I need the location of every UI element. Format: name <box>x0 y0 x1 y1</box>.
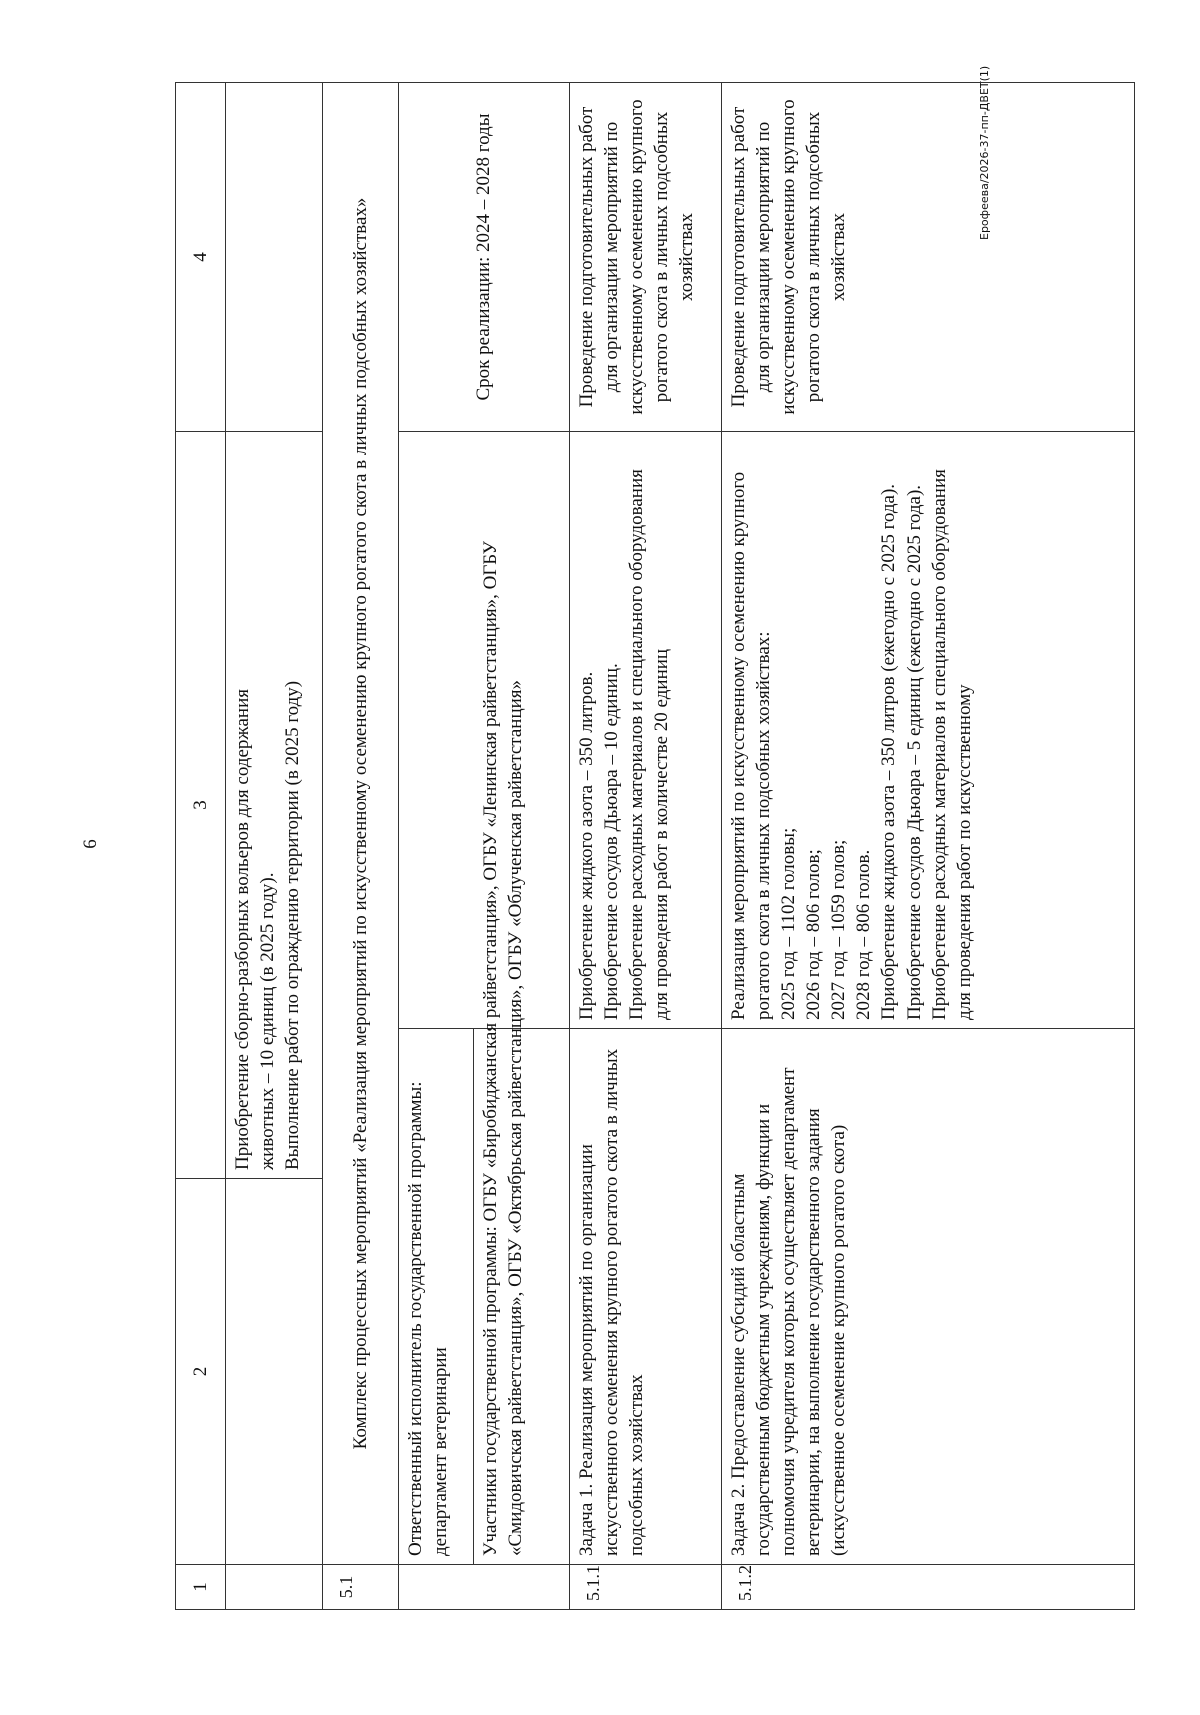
result-line: Выполнение работ по ограждению территории (в 2025 году) <box>282 680 304 1170</box>
header-row <box>176 83 226 1610</box>
executor-row <box>399 83 474 1610</box>
rotated-table-sheet <box>175 83 1135 1610</box>
task-2-row <box>722 83 1135 1610</box>
cell-empty <box>226 83 323 432</box>
result-line: Приобретение сосудов Дьюара – 5 единиц (ежегодно с 2025 года). <box>903 484 925 1020</box>
task-2-name: Задача 2. Предоставление субсидий областным государственным бюджетным учреждениям, функции и полномочия учредителя которых осуществляет департамент ветеринарии, на выполнение государственного задания (искусственное осеменение крупного рогатого скота) <box>722 1029 1135 1565</box>
task-2-link: Проведение подготовительных работ для организации мероприятий по искусственному осеменению крупного рогатого скота в личных подсобных хозяйствах <box>722 83 1135 432</box>
col-number-1: 1 <box>176 1565 226 1610</box>
continuation-results <box>226 432 323 1179</box>
program-table <box>175 82 1135 1610</box>
page-number: 6 <box>80 839 101 849</box>
task-1-results <box>570 432 722 1029</box>
cell-empty <box>399 1565 570 1610</box>
complex-code: 5.1 <box>323 1565 399 1610</box>
result-line: 2027 год – 1059 голов; <box>828 839 850 1020</box>
task-1-name: Задача 1. Реализация мероприятий по организации искусственного осеменения крупного рогатого скота в личных подсобных хозяйствах <box>570 1029 722 1565</box>
cell-empty <box>226 1179 323 1565</box>
col-number-3: 3 <box>176 432 226 1179</box>
complex-row <box>323 83 399 1610</box>
continuation-row <box>226 83 323 1610</box>
result-line: 2026 год – 806 голов; <box>803 849 825 1020</box>
document-code: Ерофеева/2026-37-пп-ДВЕТ(1) <box>978 65 991 240</box>
complex-title: Комплекс процессных мероприятий «Реализация мероприятий по искусственному осеменению крупного рогатого скота в личных подсобных хозяйствах» <box>323 83 399 1565</box>
result-line: Приобретение расходных материалов и специального оборудования для проведения работ по искусственному <box>928 469 975 1020</box>
task-2-results <box>722 432 1135 1029</box>
result-line: Приобретение жидкого азота – 350 литров (ежегодно с 2025 года). <box>878 483 900 1020</box>
result-line: 2028 год – 806 голов. <box>853 849 875 1020</box>
result-line: Реализация мероприятий по искусственному осеменению крупного рогатого скота в личных подсобных хозяйствах: <box>728 471 775 1020</box>
implementation-term: Срок реализации: 2024 – 2028 годы <box>399 83 570 432</box>
task-2-code: 5.1.2 <box>722 1565 1135 1610</box>
task-1-code: 5.1.1 <box>570 1565 722 1610</box>
result-line: Приобретение расходных материалов и специального оборудования для проведения работ в количестве 20 единиц <box>626 469 673 1020</box>
task-1-link: Проведение подготовительных работ для организации мероприятий по искусственному осеменению крупного рогатого скота в личных подсобных хозяйствах <box>570 83 722 432</box>
result-line: 2025 год – 1102 головы; <box>778 827 800 1020</box>
result-line: Приобретение жидкого азота – 350 литров. <box>576 671 597 1020</box>
result-line: Приобретение сборно-разборных вольеров для содержания <box>232 688 253 1170</box>
col-number-2: 2 <box>176 1179 226 1565</box>
participants: Участники государственной программы: ОГБУ «Биробиджанская райветстанция», ОГБУ «Ленинская райветстанция», ОГБУ «Смидовичская райветстанция», ОГБУ «Октябрьская райветстанция», ОГБУ «Облученская райветстанция» <box>474 432 570 1565</box>
result-line: Приобретение сосудов Дьюара – 10 единиц. <box>601 663 623 1020</box>
responsible-executor: Ответственный исполнитель государственной программы: департамент ветеринарии <box>399 1029 474 1565</box>
cell-empty <box>226 1565 323 1610</box>
col-number-4: 4 <box>176 83 226 432</box>
task-1-row <box>570 83 722 1610</box>
result-line: животных – 10 единиц (в 2025 году). <box>257 872 279 1170</box>
